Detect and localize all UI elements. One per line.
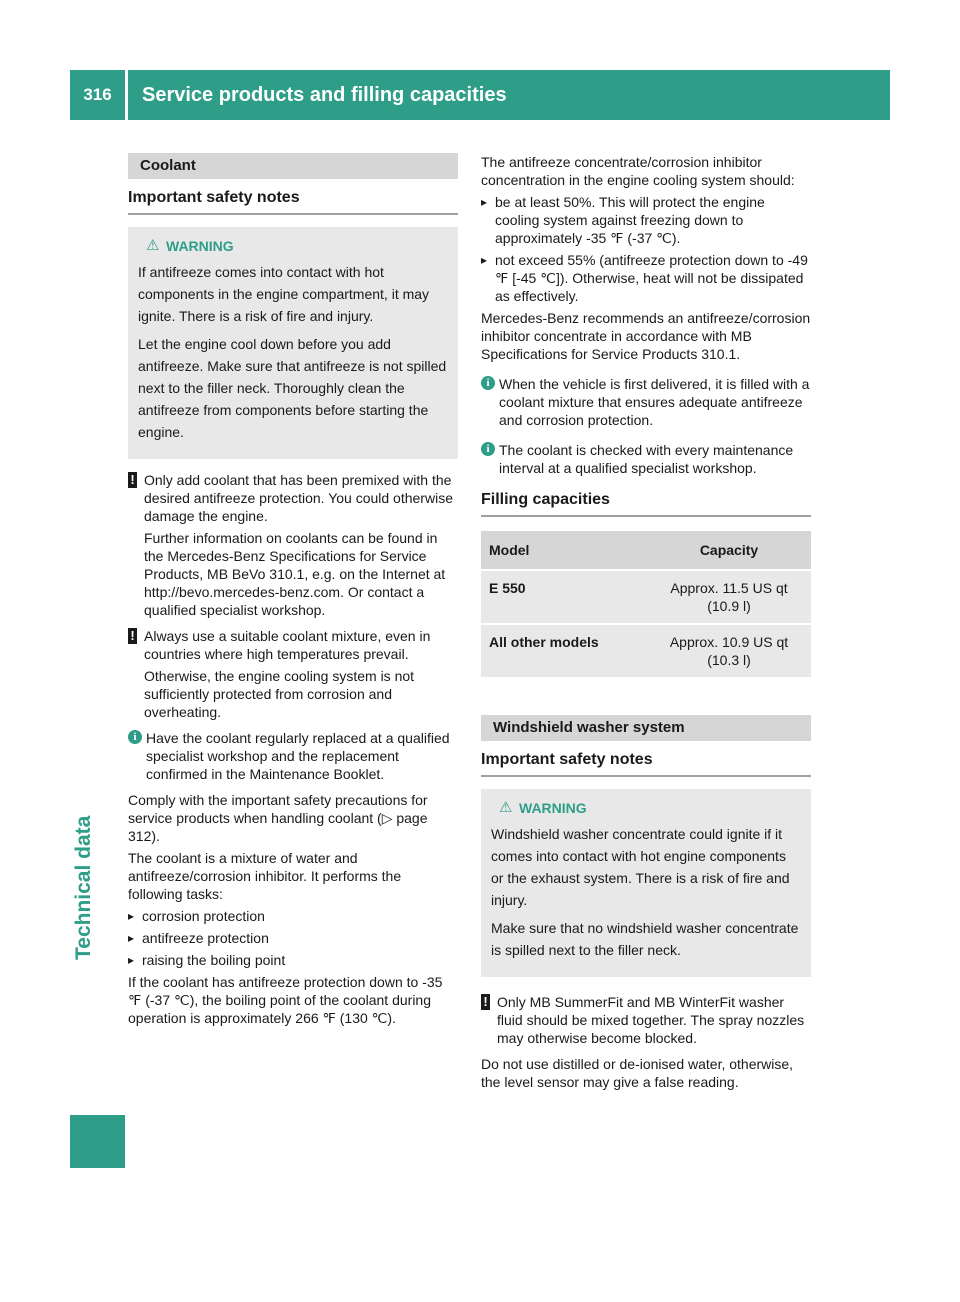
note-text: Further information on coolants can be found in the Mercedes-Benz Specifications for Service Products, MB BeVo 310.1, e.g. on the Internet at http://bevo.mercedes-benz.com. Or contact a qualified specialist workshop. xyxy=(144,530,446,618)
paragraph: If the coolant has antifreeze protection down to -35 ℉ (-37 ℃), the boiling point of the coolant during operation is approximately 266 ℉ (130 ℃). xyxy=(128,974,443,1026)
caution-note xyxy=(128,627,458,721)
paragraph: Mercedes-Benz recommends an antifreeze/corrosion inhibitor concentrate in accordance with MB Specifications for Service Products 310.1. xyxy=(481,310,811,362)
subhead-safety-notes: Important safety notes xyxy=(481,751,811,777)
section-title-coolant: Coolant xyxy=(128,153,458,179)
page-header xyxy=(70,70,890,120)
subhead-safety-notes: Important safety notes xyxy=(128,189,458,215)
caution-note xyxy=(128,471,458,619)
warning-label: WARNING xyxy=(166,238,234,254)
warning-triangle-icon: ⚠ xyxy=(499,799,513,816)
list-item: ▸ not exceed 55% (antifreeze protection down to -49 ℉ [-45 ℃]). Otherwise, heat will not be dissipated as effectively. xyxy=(481,251,811,305)
table-row xyxy=(481,571,811,623)
note-text: Only MB SummerFit and MB WinterFit washer fluid should be mixed together. The spray nozzles may otherwise become blocked. xyxy=(497,994,805,1046)
section-title-washer: Windshield washer system xyxy=(481,715,811,741)
table-cell-capacity: Approx. 10.9 US qt (10.3 l) xyxy=(647,625,811,677)
info-text: The coolant is checked with every maintenance interval at a qualified specialist workshop. xyxy=(499,442,794,476)
table-cell-model: E 550 xyxy=(481,571,647,623)
warning-box xyxy=(128,227,458,459)
side-tab-label: Technical data xyxy=(72,815,95,960)
warning-text: Make sure that no windshield washer concentrate is spilled next to the filler neck. xyxy=(491,920,799,958)
exclamation-icon: ! xyxy=(128,472,137,488)
warning-title xyxy=(491,799,801,817)
paragraph: Do not use distilled or de-ionised water, otherwise, the level sensor may give a false reading. xyxy=(481,1056,794,1090)
list-item: ▸ raising the boiling point xyxy=(128,951,458,969)
info-note xyxy=(481,375,811,429)
requirement-list xyxy=(481,193,811,305)
caution-note xyxy=(481,993,811,1047)
list-item: ▸ antifreeze protection xyxy=(128,929,458,947)
warning-text: If antifreeze comes into contact with hot components in the engine compartment, it may ignite. There is a risk of fire and injury. xyxy=(138,264,430,324)
paragraph: The coolant is a mixture of water and antifreeze/corrosion inhibitor. It performs the following tasks: xyxy=(128,850,402,902)
warning-label: WARNING xyxy=(519,800,587,816)
note-text: Otherwise, the engine cooling system is not sufficiently protected from corrosion and overheating. xyxy=(144,668,415,720)
left-column xyxy=(128,153,458,1031)
info-note xyxy=(481,441,811,477)
side-tab-marker xyxy=(70,1115,125,1168)
column-header: Model xyxy=(481,531,647,569)
warning-text: Let the engine cool down before you add antifreeze. Make sure that antifreeze is not spilled next to the filler neck. Thoroughly clean the antifreeze from components before starting the engine. xyxy=(138,336,447,440)
paragraph: The antifreeze concentrate/corrosion inhibitor concentration in the engine cooling system should: xyxy=(481,154,795,188)
info-text: When the vehicle is first delivered, it is filled with a coolant mixture that ensures adequate antifreeze and corrosion protection. xyxy=(499,376,810,428)
warning-box xyxy=(481,789,811,977)
note-text: Always use a suitable coolant mixture, even in countries where high temperatures prevail. xyxy=(144,628,431,662)
paragraph: Comply with the important safety precautions for service products when handling coolant (▷ page 312). xyxy=(128,792,428,844)
task-list xyxy=(128,907,458,969)
info-note xyxy=(128,729,458,783)
info-text: Have the coolant regularly replaced at a qualified specialist workshop and the replacement confirmed in the Maintenance Booklet. xyxy=(146,730,450,782)
subhead-filling-capacities: Filling capacities xyxy=(481,491,811,517)
info-icon: i xyxy=(481,442,495,456)
column-header: Capacity xyxy=(647,531,811,569)
note-text: Only add coolant that has been premixed with the desired antifreeze protection. You could otherwise damage the engine. xyxy=(144,472,453,524)
exclamation-icon: ! xyxy=(128,628,137,644)
table-header-row xyxy=(481,531,811,569)
page-number: 316 xyxy=(70,70,125,120)
list-item: ▸ corrosion protection xyxy=(128,907,458,925)
capacity-table xyxy=(481,529,811,679)
exclamation-icon: ! xyxy=(481,994,490,1010)
list-item: ▸ be at least 50%. This will protect the engine cooling system against freezing down to approximately -35 ℉ (-37 ℃). xyxy=(481,193,811,247)
warning-text: Windshield washer concentrate could ignite if it comes into contact with hot engine components or the exhaust system. There is a risk of fire and injury. xyxy=(491,826,790,908)
warning-title xyxy=(138,237,448,255)
info-icon: i xyxy=(481,376,495,390)
warning-triangle-icon: ⚠ xyxy=(146,237,160,254)
table-cell-capacity: Approx. 11.5 US qt (10.9 l) xyxy=(647,571,811,623)
info-icon: i xyxy=(128,730,142,744)
right-column xyxy=(481,153,811,1095)
table-cell-model: All other models xyxy=(481,625,647,677)
table-row xyxy=(481,625,811,677)
chapter-title: Service products and filling capacities xyxy=(128,70,890,120)
